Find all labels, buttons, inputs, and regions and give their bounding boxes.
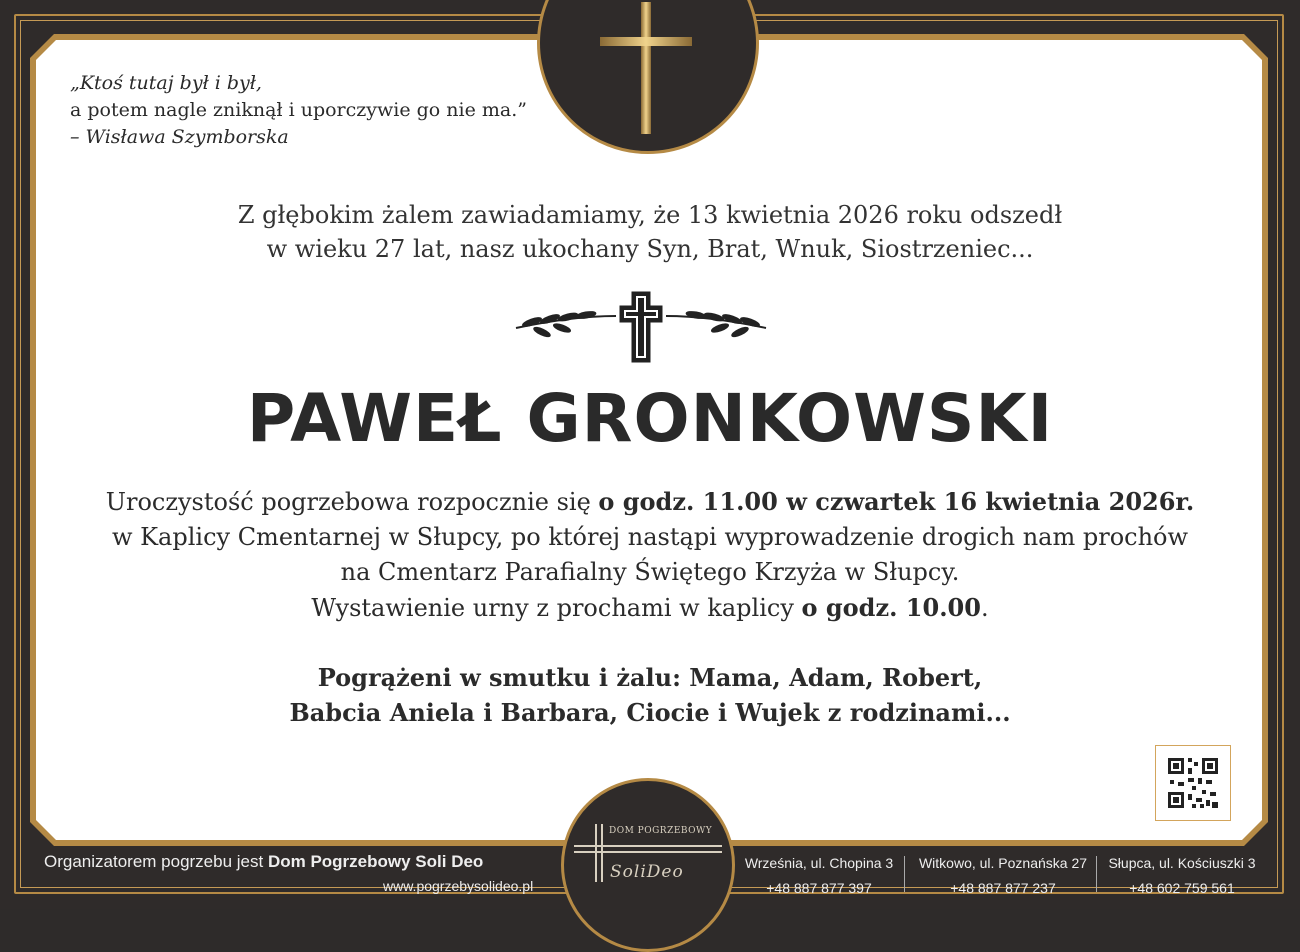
gold-cross-icon — [596, 0, 696, 140]
quote-author: – Wisława Szymborska — [70, 126, 289, 148]
phone-number[interactable]: +48 887 877 397 — [766, 880, 872, 896]
ceremony-details — [40, 484, 1260, 626]
quote-block — [70, 70, 527, 151]
phone-number[interactable]: +48 887 877 237 — [950, 880, 1056, 896]
urn-time: o godz. 10.00 — [801, 593, 981, 622]
logo-bottom-text: SoliDeo — [610, 862, 684, 882]
urn-period: . — [980, 594, 989, 622]
organizer-name: Dom Pogrzebowy Soli Deo — [267, 852, 484, 871]
address-witkowo — [908, 855, 1098, 896]
qr-code[interactable] — [1155, 745, 1231, 821]
divider — [904, 856, 905, 892]
mourners-line-2: Babcia Aniela i Barbara, Ciocie i Wujek z rodzinami... — [289, 698, 1011, 727]
address-text: Witkowo, ul. Poznańska 27 — [918, 855, 1088, 871]
urn-text: Wystawienie urny z prochami w kaplicy — [311, 594, 802, 622]
qr-code-icon — [1156, 746, 1230, 820]
announcement — [0, 198, 1300, 266]
mourners-block — [230, 660, 1070, 730]
ceremony-line-4 — [40, 590, 1260, 626]
address-text: Słupca, ul. Kościuszki 3 — [1108, 855, 1256, 871]
laurel-cross-icon — [512, 288, 772, 364]
quote-line-2: a potem nagle zniknął i uporczywie go nie ma.” — [70, 99, 527, 121]
quote-line-1: „Ktoś tutaj był i był, — [70, 72, 262, 94]
address-text: Września, ul. Chopina 3 — [744, 855, 894, 871]
address-slupca — [1100, 855, 1264, 896]
logo-top-text: DOM POGRZEBOWY — [609, 826, 713, 836]
organizer-prefix: Organizatorem pogrzebu jest — [44, 852, 268, 871]
ceremony-line-2: w Kaplicy Cmentarnej w Słupcy, po której nastąpi wyprowadzenie drogich nam prochów — [111, 523, 1189, 551]
divider — [1096, 856, 1097, 892]
phone-number[interactable]: +48 602 759 561 — [1129, 880, 1235, 896]
announcement-line-2: w wieku 27 lat, nasz ukochany Syn, Brat, Wnuk, Siostrzeniec... — [266, 235, 1034, 263]
organizer-line — [44, 852, 483, 872]
deceased-name: PAWEŁ GRONKOWSKI — [246, 380, 1054, 457]
ceremony-time: o godz. 11.00 w czwartek 16 kwietnia 2026r. — [598, 487, 1195, 516]
website-link[interactable]: www.pogrzebysolideo.pl — [383, 878, 534, 894]
announcement-line-1: Z głębokim żalem zawiadamiamy, że 13 kwietnia 2026 roku odszedł — [237, 201, 1063, 229]
ceremony-line-1 — [40, 484, 1260, 520]
mourners-line-1: Pogrążeni w smutku i żalu: Mama, Adam, Robert, — [317, 663, 983, 692]
ceremony-line-1-text: Uroczystość pogrzebowa rozpocznie się — [105, 488, 599, 516]
ceremony-line-3: na Cmentarz Parafialny Świętego Krzyża w Słupcy. — [340, 558, 960, 586]
address-wrzesnia — [738, 855, 900, 896]
